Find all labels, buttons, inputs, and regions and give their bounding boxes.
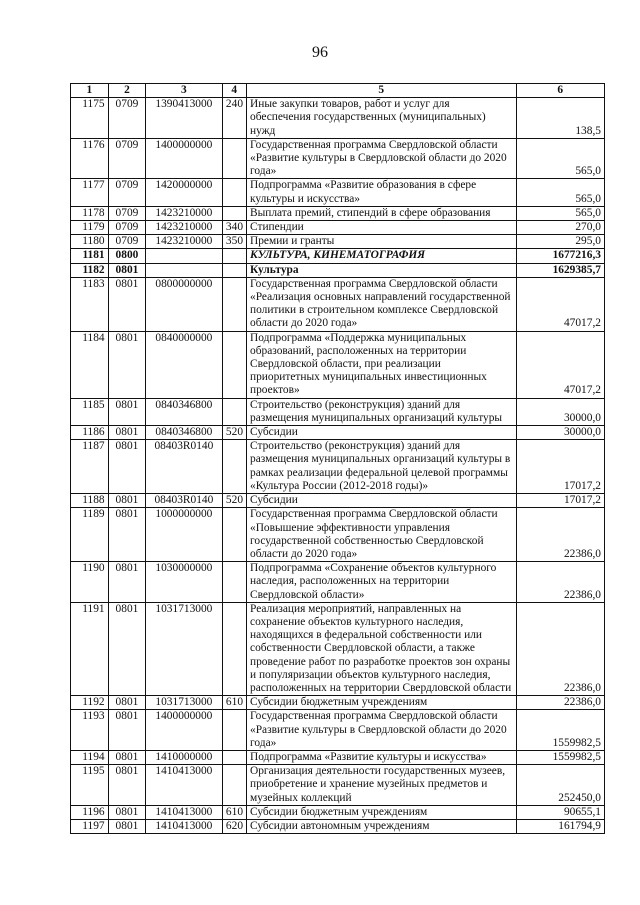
expense-type-code (222, 206, 247, 220)
expense-type-code (222, 508, 247, 562)
target-article-code: 1031713000 (146, 602, 222, 695)
section-code: 0801 (108, 263, 146, 277)
expense-type-code (222, 263, 247, 277)
table-row (71, 331, 605, 398)
table-row (71, 508, 605, 562)
amount: 565,0 (516, 179, 605, 206)
column-header-row (71, 84, 605, 98)
section-code: 0709 (108, 98, 146, 139)
amount: 17017,2 (516, 494, 605, 508)
section-code: 0709 (108, 235, 146, 249)
amount: 565,0 (516, 138, 605, 179)
section-code: 0801 (108, 508, 146, 562)
column-header-2: 2 (108, 84, 146, 98)
target-article-code: 1423210000 (146, 235, 222, 249)
section-code: 0801 (108, 819, 146, 833)
expense-type-code (222, 277, 247, 331)
expense-type-code: 240 (222, 98, 247, 139)
row-number: 1197 (71, 819, 109, 833)
section-code: 0801 (108, 562, 146, 603)
table-row (71, 179, 605, 206)
amount: 1559982,5 (516, 750, 605, 764)
item-name: Подпрограмма «Сохранение объектов культурного наследия, расположенных на территории Свердловской области» (247, 562, 516, 603)
item-name: Субсидии (247, 494, 516, 508)
amount: 90655,1 (516, 805, 605, 819)
target-article-code: 08403R0140 (146, 440, 222, 494)
amount: 22386,0 (516, 562, 605, 603)
row-number: 1191 (71, 602, 109, 695)
expense-type-code (222, 249, 247, 263)
row-number: 1175 (71, 98, 109, 139)
target-article-code: 1031713000 (146, 696, 222, 710)
table-row (71, 206, 605, 220)
expense-type-code (222, 331, 247, 398)
item-name: Подпрограмма «Поддержка муниципальных образований, расположенных на территории Свердловской области, при реализации приоритетных муниципальных инвестиционных проектов» (247, 331, 516, 398)
amount: 30000,0 (516, 426, 605, 440)
row-number: 1183 (71, 277, 109, 331)
target-article-code: 1390413000 (146, 98, 222, 139)
section-code: 0801 (108, 805, 146, 819)
target-article-code: 0840000000 (146, 331, 222, 398)
column-header-1: 1 (71, 84, 109, 98)
item-name: Иные закупки товаров, работ и услуг для обеспечения государственных (муниципальных) нужд (247, 98, 516, 139)
table-row (71, 440, 605, 494)
expense-type-code: 350 (222, 235, 247, 249)
column-header-5: 5 (247, 84, 516, 98)
expense-type-code (222, 710, 247, 751)
item-name: Культура (247, 263, 516, 277)
target-article-code: 0840346800 (146, 398, 222, 425)
table-row (71, 98, 605, 139)
table-row (71, 277, 605, 331)
amount: 22386,0 (516, 696, 605, 710)
column-header-4: 4 (222, 84, 247, 98)
item-name: Организация деятельности государственных музеев, приобретение и хранение музейных предметов и музейных коллекций (247, 765, 516, 806)
amount: 1559982,5 (516, 710, 605, 751)
target-article-code: 1423210000 (146, 221, 222, 235)
target-article-code: 1423210000 (146, 206, 222, 220)
target-article-code: 1400000000 (146, 138, 222, 179)
target-article-code (146, 249, 222, 263)
expense-type-code (222, 765, 247, 806)
target-article-code (146, 263, 222, 277)
page-number: 96 (312, 44, 328, 61)
section-code: 0709 (108, 206, 146, 220)
item-name: Выплата премий, стипендий в сфере образования (247, 206, 516, 220)
amount: 252450,0 (516, 765, 605, 806)
row-number: 1192 (71, 696, 109, 710)
row-number: 1185 (71, 398, 109, 425)
expense-type-code (222, 562, 247, 603)
row-number: 1194 (71, 750, 109, 764)
row-number: 1196 (71, 805, 109, 819)
section-code: 0709 (108, 138, 146, 179)
target-article-code: 1420000000 (146, 179, 222, 206)
item-name: Субсидии (247, 426, 516, 440)
table-row (71, 221, 605, 235)
target-article-code: 1410413000 (146, 765, 222, 806)
item-name: Государственная программа Свердловской области «Повышение эффективности управления государственной собственностью Свердловской области до 2020 года» (247, 508, 516, 562)
table-row (71, 819, 605, 833)
amount: 138,5 (516, 98, 605, 139)
section-code: 0801 (108, 765, 146, 806)
row-number: 1179 (71, 221, 109, 235)
table-row (71, 562, 605, 603)
section-code: 0801 (108, 426, 146, 440)
row-number: 1178 (71, 206, 109, 220)
target-article-code: 1030000000 (146, 562, 222, 603)
target-article-code: 08403R0140 (146, 494, 222, 508)
table-row (71, 398, 605, 425)
item-name: Премии и гранты (247, 235, 516, 249)
column-header-6: 6 (516, 84, 605, 98)
row-number: 1180 (71, 235, 109, 249)
amount: 565,0 (516, 206, 605, 220)
item-name: Государственная программа Свердловской области «Развитие культуры в Свердловской области до 2020 года» (247, 710, 516, 751)
item-name: Субсидии бюджетным учреждениям (247, 696, 516, 710)
table-row (71, 805, 605, 819)
table-row (71, 494, 605, 508)
section-code: 0801 (108, 398, 146, 425)
expense-type-code (222, 398, 247, 425)
section-code: 0801 (108, 696, 146, 710)
row-number: 1182 (71, 263, 109, 277)
item-name: КУЛЬТУРА, КИНЕМАТОГРАФИЯ (247, 249, 516, 263)
table-row (71, 235, 605, 249)
section-code: 0801 (108, 494, 146, 508)
budget-table-body (71, 84, 605, 834)
item-name: Субсидии автономным учреждениям (247, 819, 516, 833)
section-code: 0709 (108, 221, 146, 235)
expense-type-code: 340 (222, 221, 247, 235)
amount: 270,0 (516, 221, 605, 235)
target-article-code: 0800000000 (146, 277, 222, 331)
target-article-code: 1000000000 (146, 508, 222, 562)
table-row (71, 710, 605, 751)
expense-type-code: 520 (222, 426, 247, 440)
section-code: 0801 (108, 710, 146, 751)
expense-type-code: 520 (222, 494, 247, 508)
row-number: 1181 (71, 249, 109, 263)
target-article-code: 1410413000 (146, 819, 222, 833)
row-number: 1195 (71, 765, 109, 806)
item-name: Государственная программа Свердловской области «Реализация основных направлений государственной политики в строительном комплексе Свердловской области до 2020 года» (247, 277, 516, 331)
row-number: 1187 (71, 440, 109, 494)
row-number: 1184 (71, 331, 109, 398)
row-number: 1177 (71, 179, 109, 206)
row-number: 1193 (71, 710, 109, 751)
amount: 17017,2 (516, 440, 605, 494)
table-row (71, 263, 605, 277)
expense-type-code (222, 602, 247, 695)
item-name: Строительство (реконструкция) зданий для размещения муниципальных организаций культуры (247, 398, 516, 425)
row-number: 1189 (71, 508, 109, 562)
section-code: 0801 (108, 750, 146, 764)
expense-type-code (222, 179, 247, 206)
section-code: 0800 (108, 249, 146, 263)
amount: 161794,9 (516, 819, 605, 833)
expense-type-code: 620 (222, 819, 247, 833)
amount: 1629385,7 (516, 263, 605, 277)
item-name: Подпрограмма «Развитие культуры и искусства» (247, 750, 516, 764)
item-name: Субсидии бюджетным учреждениям (247, 805, 516, 819)
item-name: Подпрограмма «Развитие образования в сфере культуры и искусства» (247, 179, 516, 206)
expense-type-code: 610 (222, 805, 247, 819)
table-row (71, 696, 605, 710)
target-article-code: 1410413000 (146, 805, 222, 819)
amount: 47017,2 (516, 277, 605, 331)
table-row (71, 138, 605, 179)
section-code: 0709 (108, 179, 146, 206)
item-name: Стипендии (247, 221, 516, 235)
table-row (71, 602, 605, 695)
amount: 22386,0 (516, 602, 605, 695)
row-number: 1186 (71, 426, 109, 440)
table-row (71, 249, 605, 263)
row-number: 1188 (71, 494, 109, 508)
table-row (71, 750, 605, 764)
item-name: Реализация мероприятий, направленных на сохранение объектов культурного наследия, находящихся в федеральной собственности или собственности Свердловской области, а также проведение работ по разработке проектов зон охраны и популяризации объектов культурного наследия, расположенных на территории Свердловской области (247, 602, 516, 695)
amount: 22386,0 (516, 508, 605, 562)
target-article-code: 1400000000 (146, 710, 222, 751)
amount: 30000,0 (516, 398, 605, 425)
budget-table (70, 83, 605, 834)
column-header-3: 3 (146, 84, 222, 98)
section-code: 0801 (108, 331, 146, 398)
section-code: 0801 (108, 440, 146, 494)
item-name: Строительство (реконструкция) зданий для размещения муниципальных организаций культуры в рамках реализации федеральной целевой программы «Культура России (2012-2018 годы)» (247, 440, 516, 494)
amount: 1677216,3 (516, 249, 605, 263)
row-number: 1190 (71, 562, 109, 603)
item-name: Государственная программа Свердловской области «Развитие культуры в Свердловской области до 2020 года» (247, 138, 516, 179)
table-row (71, 765, 605, 806)
section-code: 0801 (108, 602, 146, 695)
target-article-code: 1410000000 (146, 750, 222, 764)
expense-type-code (222, 750, 247, 764)
amount: 295,0 (516, 235, 605, 249)
row-number: 1176 (71, 138, 109, 179)
expense-type-code (222, 138, 247, 179)
expense-type-code (222, 440, 247, 494)
section-code: 0801 (108, 277, 146, 331)
amount: 47017,2 (516, 331, 605, 398)
expense-type-code: 610 (222, 696, 247, 710)
table-row (71, 426, 605, 440)
target-article-code: 0840346800 (146, 426, 222, 440)
